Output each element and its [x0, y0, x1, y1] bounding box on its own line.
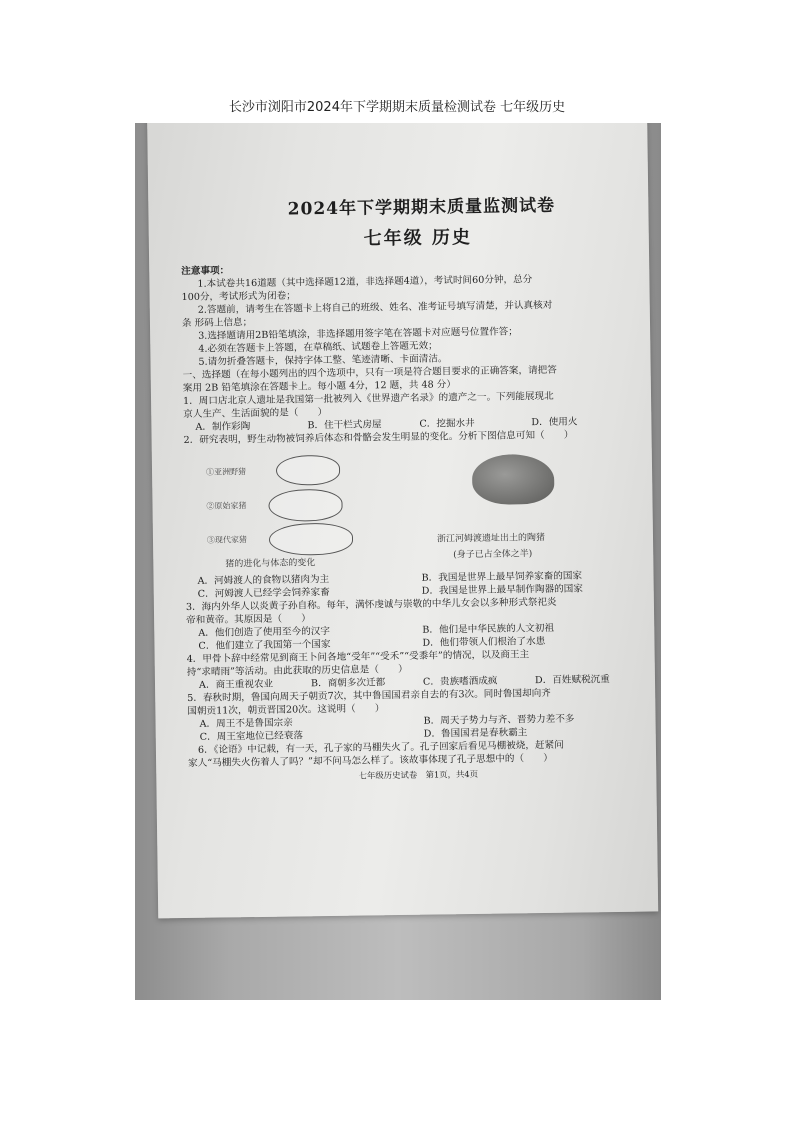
notice-heading: 注意事项：	[181, 265, 230, 278]
pig-label: ③现代家猪	[206, 535, 248, 545]
exam-sheet	[180, 190, 648, 784]
option-b: B．他们是中华民族的人文初祖	[422, 622, 555, 636]
option-a: A．周王不是鲁国宗亲	[199, 717, 293, 730]
notice-line: 4.必须在答题卡上答题，在草稿纸、试题卷上答题无效；	[198, 340, 438, 355]
question-3: 帝和黄帝。其原因是（ ）	[186, 613, 311, 626]
question-1: 1．周口店北京人遗址是我国第一批被列入《世界遗产名录》的遗产之一。下列能展现北	[182, 390, 554, 408]
section-heading: 案用 2B 铅笔填涂在答题卡上。每小题 4分，12 题，共 48 分）	[182, 379, 456, 395]
option-a: A．制作彩陶	[195, 421, 251, 433]
pig-label: ①亚洲野猪	[205, 467, 247, 477]
option-c: C．周王室地位已经衰落	[199, 730, 304, 743]
question-2: 2．研究表明，野生动物被饲养后体态和骨骼会发生明显的变化。分析下图信息可知（ ）	[183, 429, 574, 447]
question-5: 5．春秋时期，鲁国向周天子朝贡7次，其中鲁国国君亲自去的有3次。同时鲁国却向齐	[187, 687, 551, 704]
question-1: 京人生产、生活面貌的是（ ）	[183, 407, 328, 421]
option-d: D．百姓赋税沉重	[534, 674, 610, 687]
option-a: A．商王重视农业	[198, 678, 274, 691]
notice-line: 100分，考试形式为闭卷；	[181, 290, 296, 304]
question-5: 国朝贡11次，朝贡晋国20次。这说明（ ）	[187, 703, 385, 717]
exam-subtitle: 七年级 历史	[363, 226, 473, 250]
option-a: A．他们创造了使用至今的汉字	[198, 625, 331, 639]
question-4: 4．甲骨卜辞中经常见到商王卜问各地“受年”“受禾”“受黍年”的情况，以及商王主	[186, 649, 530, 665]
option-a: A．河姆渡人的食物以猪肉为主	[197, 573, 330, 587]
pig-caption: 猪的进化与体态的变化	[225, 558, 316, 570]
page-footer: 七年级历史试卷 第1页，共4页	[358, 768, 479, 781]
option-b: B．商朝多次迁都	[310, 677, 386, 690]
q2-figure	[184, 445, 646, 573]
question-6: 家人“马棚失火伤着人了吗？”却不问马怎么样了。该故事体现了孔子思想中的（ ）	[188, 752, 553, 769]
pig-drawing	[268, 489, 342, 522]
notice-line: 1.本试卷共16道题（其中选择题12道，非选择题4道），考试时间60分钟，总分	[197, 274, 533, 290]
option-c: C．河姆渡人已经学会饲养家畜	[197, 586, 330, 600]
artifact-caption: 浙江河姆渡遗址出土的陶猪	[436, 532, 546, 545]
pig-drawing	[269, 523, 353, 556]
pottery-pig-image	[472, 454, 555, 505]
option-d: D．他们带领人们根治了水患	[422, 635, 546, 649]
exam-photo	[135, 123, 661, 1000]
exam-paper	[147, 123, 658, 918]
question-6: 6．《论语》中记载，有一天，孔子家的马棚失火了。孔子回家后看见马棚被烧，赶紧问	[197, 739, 564, 756]
question-4: 持“求晴雨”等活动。由此获取的历史信息是（ ）	[186, 663, 408, 678]
option-c: C．贵族嗜酒成疯	[422, 675, 498, 688]
page-title: 长沙市浏阳市2024年下学期期末质量检测试卷 七年级历史	[228, 100, 566, 115]
option-b: B．周天子势力与齐、晋势力差不多	[423, 713, 575, 727]
notice-line: 条 形码上信息；	[181, 317, 253, 330]
option-d: D．鲁国国君是春秋霸主	[423, 727, 528, 740]
option-b: B．住干栏式房屋	[307, 419, 382, 432]
exam-title: 2024年下学期期末质量监测试卷	[287, 195, 556, 220]
pig-drawing	[276, 455, 340, 486]
artifact-caption: (身子已占全体之半)	[453, 549, 533, 561]
option-d: D．我国是世界上最早制作陶器的国家	[421, 583, 583, 597]
notice-line: 3.选择题请用2B铅笔填涂，非选择题用签字笔在答题卡对应题号位置作答；	[198, 326, 518, 342]
notice-line: 2.答题前，请考生在答题卡上将自己的班级、姓名、准考证号填写清楚，并认真核对	[197, 299, 553, 316]
notice-line: 5.请勿折叠答题卡，保持字体工整、笔迹清晰、卡面清洁。	[198, 353, 448, 368]
pig-label: ②原始家猪	[206, 501, 247, 511]
option-c: C．他们建立了我国第一个国家	[198, 638, 331, 652]
option-b: B．我国是世界上最早饲养家畜的国家	[421, 570, 583, 584]
section-heading: 一、选择题（在每小题列出的四个选项中，只有一项是符合题目要求的正确答案，请把答	[182, 364, 557, 382]
option-d: D．使用火	[531, 416, 578, 429]
question-3: 3．海内外华人以炎黄子孙自称。每年，满怀虔诚与崇敬的中华儿女会以多种形式祭祀炎	[185, 596, 557, 613]
option-c: C．挖掘水井	[419, 417, 475, 430]
